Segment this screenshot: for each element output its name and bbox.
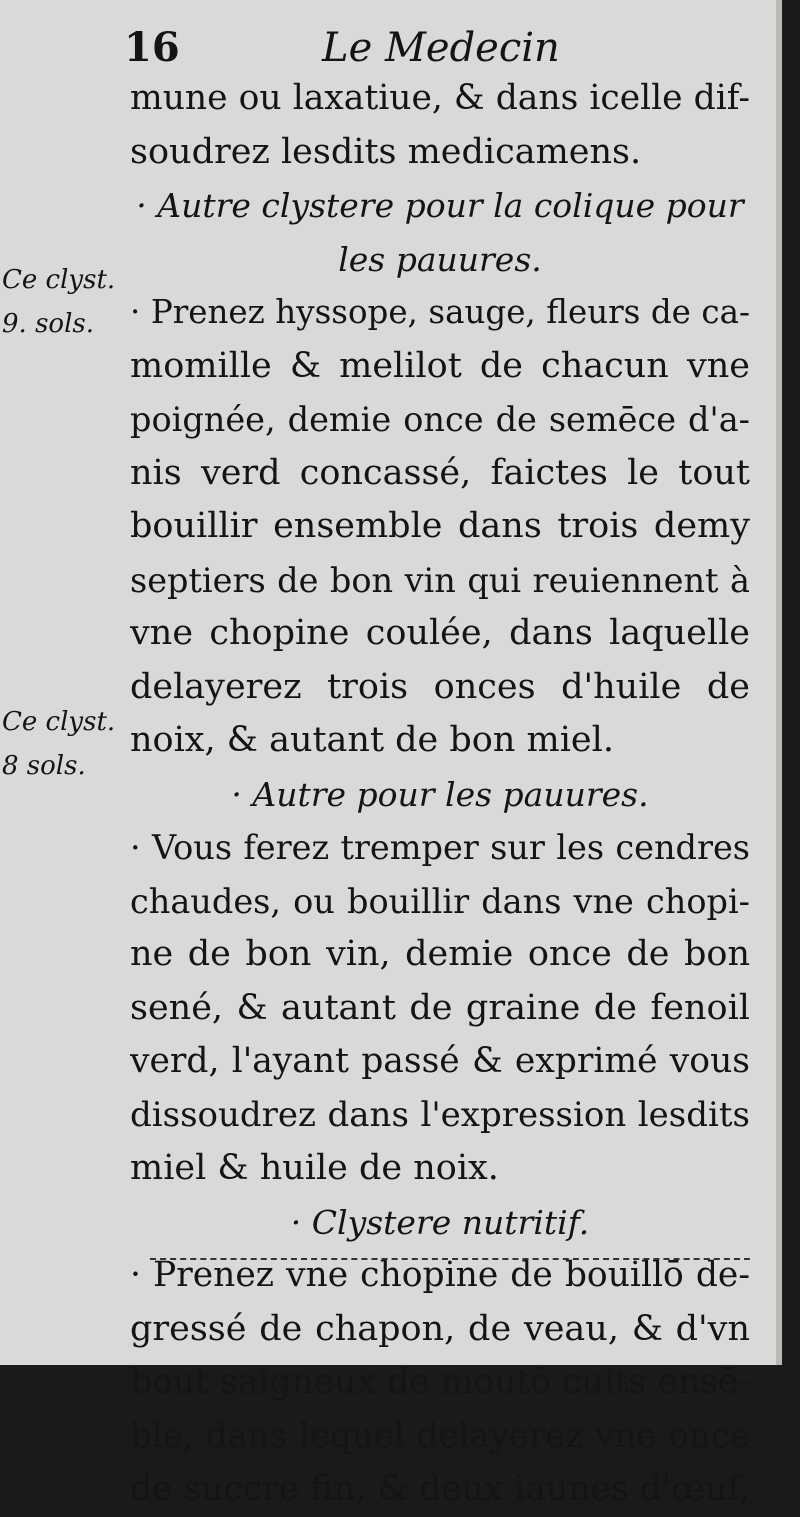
page-number: 16: [124, 24, 180, 71]
section-heading: les pauures.: [338, 239, 542, 279]
text-line: poignée, demie once de semēce d'a-: [130, 400, 750, 439]
text-line: · Prenez vne chopine de bouillō de-: [130, 1255, 750, 1295]
text-line: de succre fin, & deux iaunes d'œuf,: [130, 1469, 750, 1509]
text-line: septiers de bon vin qui reuiennent à: [130, 560, 750, 600]
text-line: miel & huile de noix.: [130, 1148, 499, 1188]
section-heading: · Autre clystere pour la colique pour: [136, 186, 744, 225]
margin-note-2-line-1: Ce clyst.: [2, 707, 116, 737]
text-line: gressé de chapon, de veau, & d'vn: [130, 1308, 750, 1349]
text-line: dissoudrez dans l'expression lesdits: [130, 1094, 750, 1135]
text-line: bouillir ensemble dans trois demy: [130, 506, 750, 546]
text-line: · Vous ferez tremper sur les cendres: [130, 828, 750, 867]
text-line: momille & melilot de chacun vne: [130, 345, 750, 386]
page-header: [0, 20, 782, 80]
text-line: mune ou laxatiue, & dans icelle dif-: [130, 78, 750, 118]
text-line: bout saigneux de moutō cuits ensē-: [130, 1362, 750, 1402]
margin-note-1-line-1: Ce clyst.: [2, 265, 116, 295]
margin-note-2: [2, 700, 122, 788]
section-heading: · Clystere nutritif.: [290, 1202, 590, 1242]
running-head: Le Medecin: [322, 25, 560, 71]
text-line: ne de bon vin, demie once de bon: [130, 934, 750, 974]
margin-note-1-line-2: 9. sols.: [2, 309, 94, 339]
section-heading: · Autre pour les pauures.: [231, 774, 649, 814]
body-text: [130, 72, 750, 1517]
text-line: nis verd concassé, faictes le tout: [130, 452, 750, 493]
text-line: · Prenez hyssope, sauge, fleurs de ca-: [130, 293, 750, 331]
margin-note-2-line-2: 8 sols.: [2, 751, 86, 781]
text-line: delayerez trois onces d'huile de: [130, 666, 750, 707]
margin-note-1: [2, 258, 122, 346]
text-line: soudrez lesdits medicamens.: [130, 131, 642, 172]
text-line: sené, & autant de graine de fenoil: [130, 987, 750, 1028]
text-line: verd, l'ayant passé & exprimé vous: [130, 1041, 750, 1081]
text-line: ble, dans lequel delayerez vne once: [130, 1415, 750, 1456]
text-line: chaudes, ou bouillir dans vne chopi-: [130, 881, 750, 921]
underline-rule: [150, 1258, 750, 1260]
text-line: noix, & autant de bon miel.: [130, 720, 614, 760]
text-line: vne chopine coulée, dans laquelle: [130, 613, 750, 653]
